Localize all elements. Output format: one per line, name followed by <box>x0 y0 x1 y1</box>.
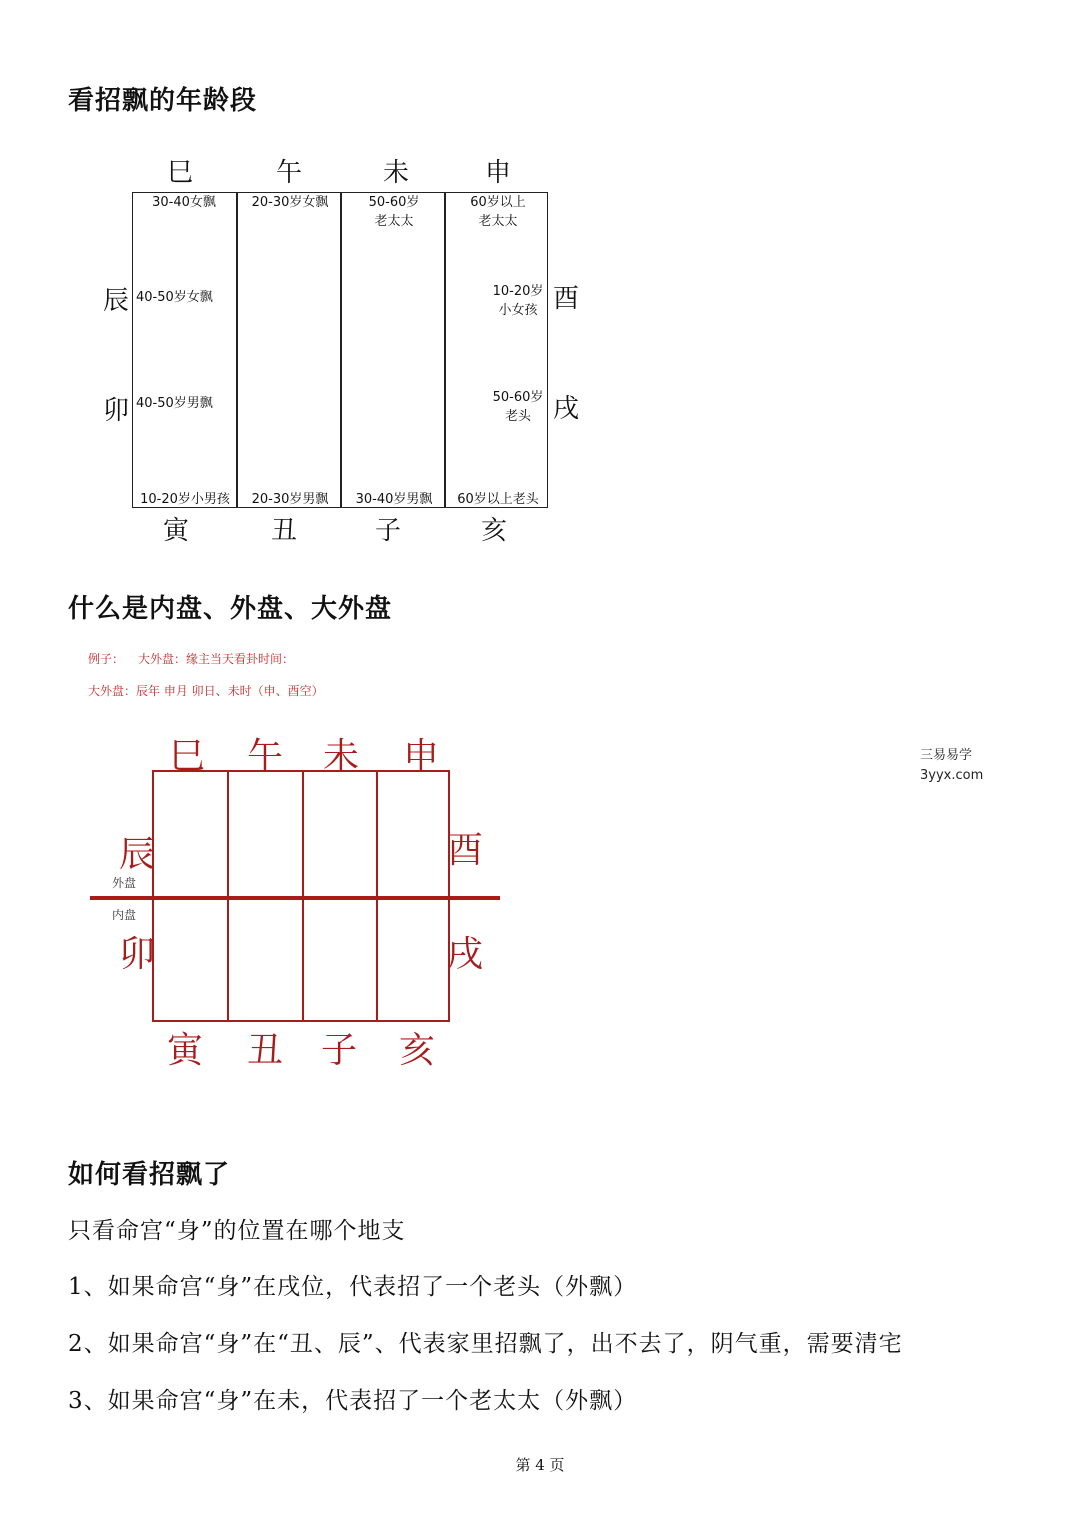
branch-shen: 申 <box>484 158 511 188</box>
grid-divider <box>444 193 446 507</box>
cell-wu: 20-30岁女飘 <box>251 195 329 210</box>
cell-you-line1: 10-20岁 <box>492 284 544 299</box>
grid-divider <box>236 193 238 507</box>
watermark <box>920 746 983 786</box>
red-branch-shen: 申 <box>402 736 439 777</box>
cell-si: 30-40女飘 <box>152 195 216 210</box>
age-grid <box>132 192 548 508</box>
branch-wei: 未 <box>382 158 409 188</box>
cell-chen: 40-50岁女飘 <box>136 290 213 305</box>
watermark-line2: 3yyx.com <box>920 768 984 783</box>
cell-mao: 40-50岁男飘 <box>136 396 213 411</box>
section3-line-2: 2、如果命宫“身”在“丑、辰”、代表家里招飘了，出不去了，阴气重，需要清宅 <box>68 1331 903 1357</box>
cell-shen <box>446 193 550 231</box>
red-branch-mao: 卯 <box>118 934 155 975</box>
red-branch-xu: 戌 <box>446 934 483 975</box>
cell-wei-line1: 50-60岁 <box>368 195 420 210</box>
branch-yin: 寅 <box>162 516 189 546</box>
section3-line-3: 3、如果命宫“身”在未，代表招了一个老太太（外飘） <box>68 1388 638 1414</box>
red-branch-hai: 亥 <box>398 1030 435 1071</box>
cell-yin: 10-20岁小男孩 <box>140 492 230 507</box>
branch-wu: 午 <box>275 158 302 188</box>
section3-title: 如何看招飘了 <box>68 1160 231 1190</box>
red-branch-yin: 寅 <box>166 1030 203 1071</box>
outer-label: 外盘 <box>112 876 137 890</box>
red-branch-zi: 子 <box>320 1030 357 1071</box>
branch-you: 酉 <box>552 284 579 314</box>
section1-title: 看招飘的年龄段 <box>68 86 258 116</box>
cell-wei <box>342 193 446 231</box>
red-branch-chen: 辰 <box>118 834 155 875</box>
example-line2: 大外盘：辰年 申月 卯日、未时（申、酉空） <box>88 684 324 698</box>
cell-xu-line1: 50-60岁 <box>492 390 544 405</box>
red-branch-wu: 午 <box>246 736 283 777</box>
cell-you-line2: 小女孩 <box>498 303 538 318</box>
red-branch-wei: 未 <box>322 736 359 777</box>
red-branch-chou: 丑 <box>246 1030 283 1071</box>
cell-xu <box>488 388 548 426</box>
inner-label: 内盘 <box>112 908 137 922</box>
branch-hai: 亥 <box>480 516 507 546</box>
section3-line-1: 1、如果命宫“身”在戌位，代表招了一个老头（外飘） <box>68 1274 638 1300</box>
cell-hai: 60岁以上老头 <box>457 492 539 507</box>
page-number: 第 4 页 <box>515 1456 565 1474</box>
example-text: 大外盘：缘主当天看卦时间： <box>138 652 295 666</box>
branch-xu: 戌 <box>552 394 579 424</box>
branch-chen: 辰 <box>102 286 129 316</box>
grid-divider <box>340 193 342 507</box>
red-branch-si: 巳 <box>168 736 205 777</box>
red-branch-you: 酉 <box>446 830 483 871</box>
example-label: 例子： <box>88 652 125 666</box>
cell-shen-line2: 老太太 <box>478 214 518 229</box>
branch-si: 巳 <box>166 158 193 188</box>
cell-wei-line2: 老太太 <box>374 214 414 229</box>
branch-mao: 卯 <box>102 396 129 426</box>
branch-chou: 丑 <box>270 516 297 546</box>
cell-you <box>488 282 548 320</box>
outer-inner-divider-line <box>90 896 500 900</box>
branch-zi: 子 <box>374 516 401 546</box>
watermark-line1: 三易易学 <box>920 748 973 763</box>
cell-zi: 30-40岁男飘 <box>355 492 433 507</box>
section2-title: 什么是内盘、外盘、大外盘 <box>68 594 393 624</box>
section3-line-0: 只看命宫“身”的位置在哪个地支 <box>68 1218 406 1244</box>
cell-chou: 20-30岁男飘 <box>251 492 329 507</box>
cell-xu-line2: 老头 <box>504 409 531 424</box>
cell-shen-line1: 60岁以上 <box>470 195 526 210</box>
